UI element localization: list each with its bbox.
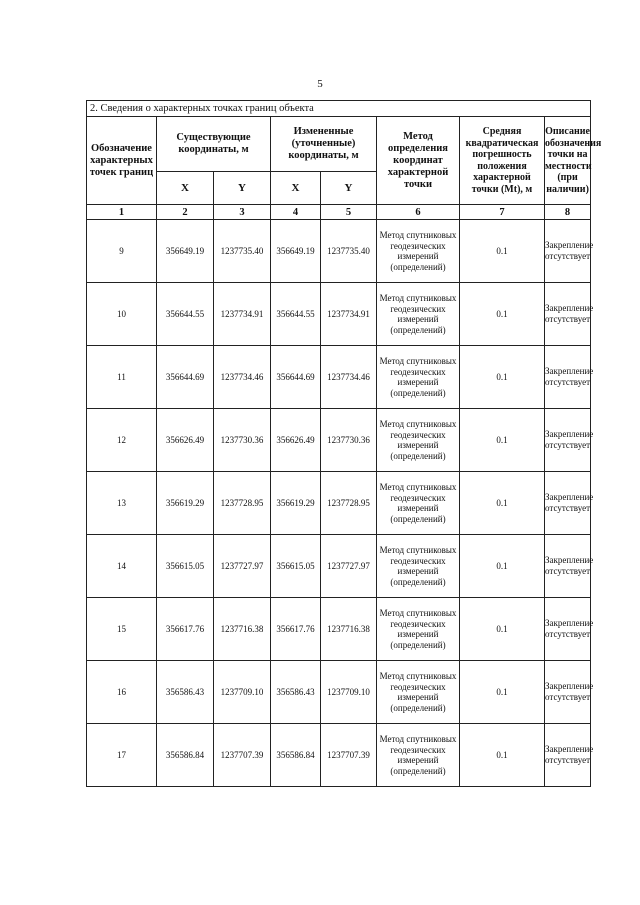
existing-x: 356649.19	[157, 220, 214, 283]
changed-x: 356619.29	[271, 472, 321, 535]
point-number: 12	[87, 409, 157, 472]
header-existing-coords: Существующие координаты, м	[157, 117, 271, 172]
table-row	[87, 220, 591, 283]
method-text: Метод спутниковых геодезических измерений (определений)	[377, 346, 460, 409]
accuracy-value: 0.1	[460, 724, 545, 787]
changed-x: 356615.05	[271, 535, 321, 598]
existing-x: 356586.43	[157, 661, 214, 724]
column-number: 7	[460, 205, 545, 220]
method-text: Метод спутниковых геодезических измерений (определений)	[377, 283, 460, 346]
point-number: 16	[87, 661, 157, 724]
existing-y: 1237707.39	[214, 724, 271, 787]
column-number: 1	[87, 205, 157, 220]
changed-x: 356586.43	[271, 661, 321, 724]
method-text: Метод спутниковых геодезических измерений (определений)	[377, 409, 460, 472]
existing-y: 1237728.95	[214, 472, 271, 535]
changed-y: 1237707.39	[321, 724, 377, 787]
existing-x: 356644.69	[157, 346, 214, 409]
accuracy-value: 0.1	[460, 598, 545, 661]
page-number: 5	[317, 78, 323, 90]
existing-x: 356626.49	[157, 409, 214, 472]
changed-x: 356644.69	[271, 346, 321, 409]
header-point-designation: Обозначение характерных точек границ	[87, 117, 157, 205]
table-row	[87, 724, 591, 787]
accuracy-value: 0.1	[460, 409, 545, 472]
method-text: Метод спутниковых геодезических измерений (определений)	[377, 535, 460, 598]
column-number: 4	[271, 205, 321, 220]
description-text: Закрепление отсутствует	[545, 409, 591, 472]
existing-x: 356615.05	[157, 535, 214, 598]
point-number: 10	[87, 283, 157, 346]
accuracy-value: 0.1	[460, 346, 545, 409]
accuracy-value: 0.1	[460, 535, 545, 598]
description-text: Закрепление отсутствует	[545, 724, 591, 787]
accuracy-value: 0.1	[460, 661, 545, 724]
changed-y: 1237734.46	[321, 346, 377, 409]
table-row	[87, 283, 591, 346]
table-row	[87, 598, 591, 661]
method-text: Метод спутниковых геодезических измерений (определений)	[377, 724, 460, 787]
column-number-row	[87, 205, 591, 220]
existing-x: 356644.55	[157, 283, 214, 346]
description-text: Закрепление отсутствует	[545, 472, 591, 535]
changed-x: 356644.55	[271, 283, 321, 346]
method-text: Метод спутниковых геодезических измерений (определений)	[377, 220, 460, 283]
header-description: Описание обозначения точки на местности (при наличии)	[545, 117, 591, 205]
description-text: Закрепление отсутствует	[545, 535, 591, 598]
changed-y: 1237709.10	[321, 661, 377, 724]
existing-y: 1237734.91	[214, 283, 271, 346]
header-y-changed: Y	[321, 172, 377, 205]
accuracy-value: 0.1	[460, 220, 545, 283]
existing-y: 1237734.46	[214, 346, 271, 409]
existing-y: 1237730.36	[214, 409, 271, 472]
changed-y: 1237716.38	[321, 598, 377, 661]
changed-x: 356626.49	[271, 409, 321, 472]
existing-y: 1237709.10	[214, 661, 271, 724]
changed-y: 1237730.36	[321, 409, 377, 472]
table-row	[87, 409, 591, 472]
existing-x: 356586.84	[157, 724, 214, 787]
changed-x: 356586.84	[271, 724, 321, 787]
method-text: Метод спутниковых геодезических измерений (определений)	[377, 472, 460, 535]
header-y-existing: Y	[214, 172, 271, 205]
table-row	[87, 535, 591, 598]
point-number: 9	[87, 220, 157, 283]
description-text: Закрепление отсутствует	[545, 661, 591, 724]
point-number: 13	[87, 472, 157, 535]
header-x-existing: X	[157, 172, 214, 205]
accuracy-value: 0.1	[460, 472, 545, 535]
existing-x: 356617.76	[157, 598, 214, 661]
point-number: 15	[87, 598, 157, 661]
description-text: Закрепление отсутствует	[545, 598, 591, 661]
table-row	[87, 661, 591, 724]
description-text: Закрепление отсутствует	[545, 346, 591, 409]
method-text: Метод спутниковых геодезических измерений (определений)	[377, 661, 460, 724]
point-number: 11	[87, 346, 157, 409]
boundary-points-table	[86, 100, 602, 787]
changed-x: 356617.76	[271, 598, 321, 661]
point-number: 17	[87, 724, 157, 787]
existing-y: 1237716.38	[214, 598, 271, 661]
column-number: 6	[377, 205, 460, 220]
column-number: 2	[157, 205, 214, 220]
table-row	[87, 472, 591, 535]
changed-y: 1237727.97	[321, 535, 377, 598]
changed-x: 356649.19	[271, 220, 321, 283]
column-number: 3	[214, 205, 271, 220]
header-method: Метод определения координат характерной точки	[377, 117, 460, 205]
changed-y: 1237735.40	[321, 220, 377, 283]
section-title: 2. Сведения о характерных точках границ объекта	[87, 101, 591, 117]
column-number: 8	[545, 205, 591, 220]
point-number: 14	[87, 535, 157, 598]
column-number: 5	[321, 205, 377, 220]
accuracy-value: 0.1	[460, 283, 545, 346]
changed-y: 1237728.95	[321, 472, 377, 535]
header-accuracy: Средняя квадратическая погрешность положения характерной точки (Mt), м	[460, 117, 545, 205]
method-text: Метод спутниковых геодезических измерений (определений)	[377, 598, 460, 661]
table-row	[87, 346, 591, 409]
existing-y: 1237727.97	[214, 535, 271, 598]
description-text: Закрепление отсутствует	[545, 283, 591, 346]
description-text: Закрепление отсутствует	[545, 220, 591, 283]
changed-y: 1237734.91	[321, 283, 377, 346]
existing-y: 1237735.40	[214, 220, 271, 283]
header-changed-coords: Измененные (уточненные) координаты, м	[271, 117, 377, 172]
header-x-changed: X	[271, 172, 321, 205]
existing-x: 356619.29	[157, 472, 214, 535]
